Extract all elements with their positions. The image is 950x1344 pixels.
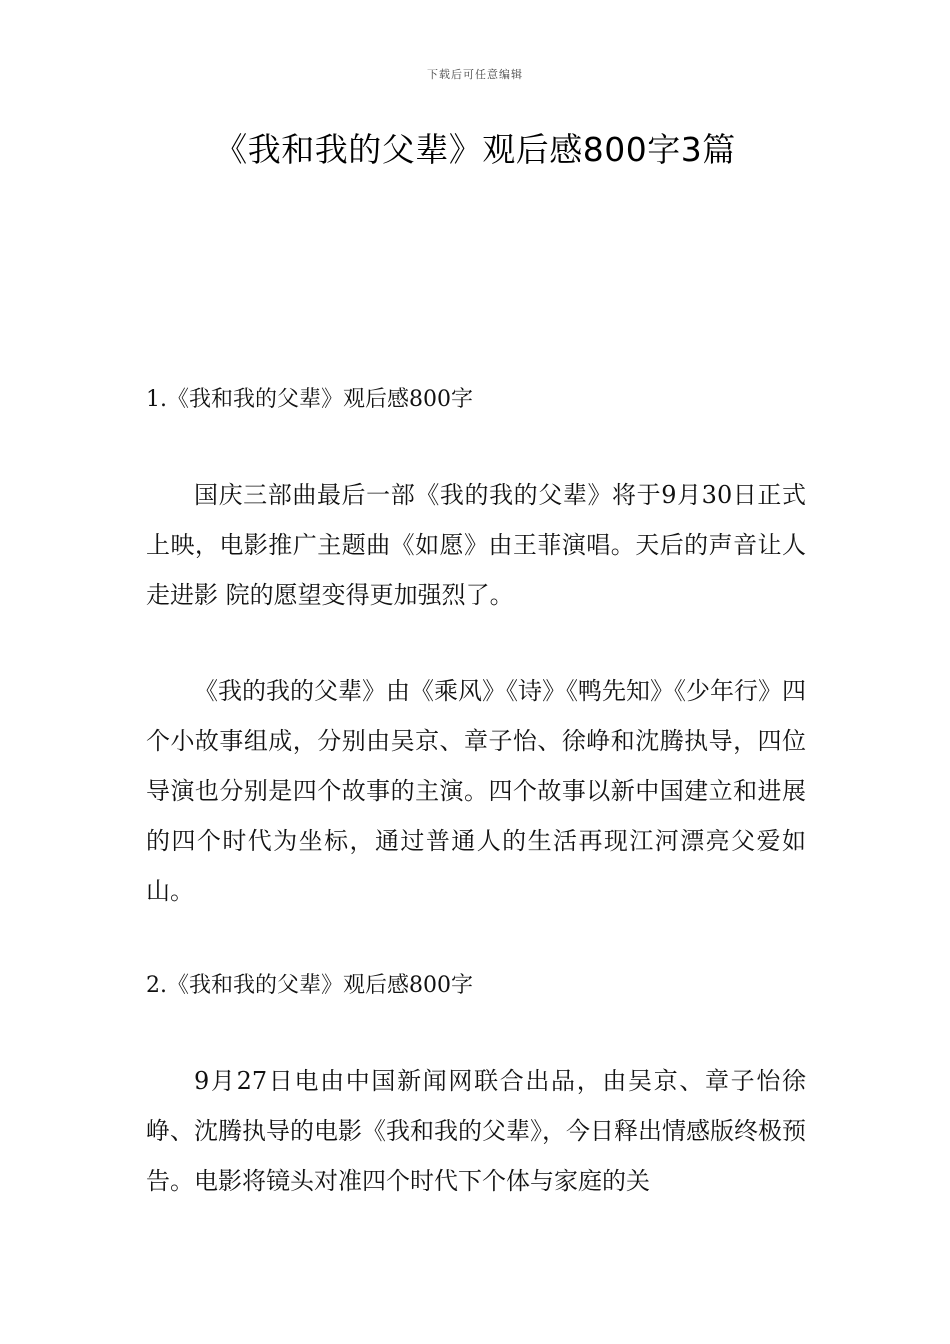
- section-heading-2: 2.《我和我的父辈》观后感800字: [146, 973, 473, 998]
- paragraph: 《我的我的父辈》由《乘风》《诗》《鸭先知》《少年行》四个小故事组成，分别由吴京、章子怡、徐峥和沈腾执导，四位导演也分别是四个故事的主演。四个故事以新中国建立和进展的四个时代为坐标，通过普通人的生活再现江河漂亮父爱如山。: [146, 677, 806, 905]
- document-body: [146, 376, 806, 1206]
- document-title: 《我和我的父辈》观后感800字3篇: [214, 130, 736, 169]
- header-note: 下载后可任意编辑: [427, 68, 523, 81]
- section-heading-1: 1.《我和我的父辈》观后感800字: [146, 387, 473, 412]
- paragraph: 国庆三部曲最后一部《我的我的父辈》将于9月30日正式上映，电影推广主题曲《如愿》由王菲演唱。天后的声音让人走进影 院的愿望变得更加强烈了。: [146, 481, 806, 609]
- paragraph: 9月27日电由中国新闻网联合出品，由吴京、章子怡徐峥、沈腾执导的电影《我和我的父辈》，今日释出情感版终极预告。电影将镜头对准四个时代下个体与家庭的关: [146, 1067, 806, 1195]
